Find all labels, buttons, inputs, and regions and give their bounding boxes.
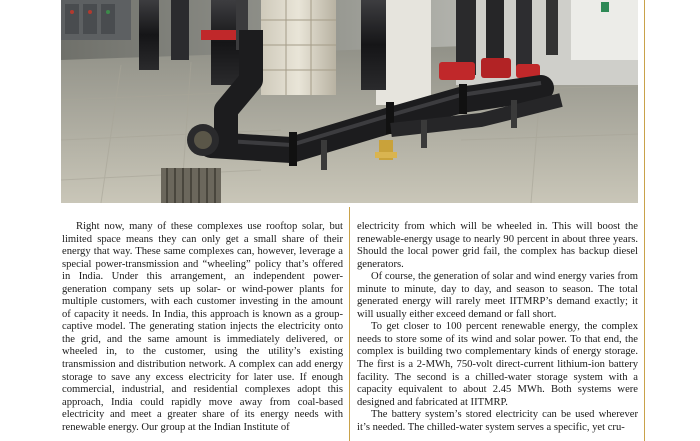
- machinery-photo: [61, 0, 638, 203]
- left-text-column: [62, 221, 343, 434]
- right-text-column: [357, 221, 638, 434]
- page-edge-rule: [644, 0, 645, 441]
- paragraph: The battery system’s stored electricity can be used wherever it’s needed. The chilled-water system serves a specific, yet cru-: [357, 409, 638, 433]
- chilled-water-plant-illustration: [61, 0, 638, 203]
- paragraph: electricity from which will be wheeled in. This will boost the renewable-energy usage to nearly 90 percent in about three years. Should the local power grid fail, the complex has backup diesel generators.: [357, 221, 638, 270]
- paragraph: Right now, many of these complexes use rooftop solar, but limited space means they can only get a small share of their energy that way. These same complexes can, however, leverage a special power-transmission and “wheeling” policy that’s offered in India. Under this arrangement, an independent power-generation company sets up solar- or wind-power plants for multiple customers, with each customer investing in the amount of capacity it needs. In India, this approach is known as a group-captive model. The generating station injects the electricity onto the grid, and the same amount is immediately delivered, or wheeled in, to the customer, using the utility’s existing transmission and distribution network. A complex can add energy storage to save any excess electricity for later use. If enough commercial, industrial, and residential complexes adopt this approach, India could rapidly move away from coal-based electricity and meet a greater share of its energy needs with renewable energy. Our group at the Indian Institute of: [62, 221, 343, 433]
- column-divider: [349, 207, 350, 441]
- paragraph: Of course, the generation of solar and wind energy varies from minute to minute, day to day, and season to season. The total generated energy will rarely meet IITMRP’s demand exactly; it will usually either exceed demand or fall short.: [357, 271, 638, 320]
- paragraph: To get closer to 100 percent renewable energy, the complex needs to store some of its wind and solar power. To that end, the complex is building two complementary kinds of energy storage. The first is a 2-MWh, 750-volt direct-current lithium-ion battery facility. The second is a chilled-water storage system with a capacity equivalent to about 2.45 MWh. Both systems were designed and fabricated at IITMRP.: [357, 321, 638, 408]
